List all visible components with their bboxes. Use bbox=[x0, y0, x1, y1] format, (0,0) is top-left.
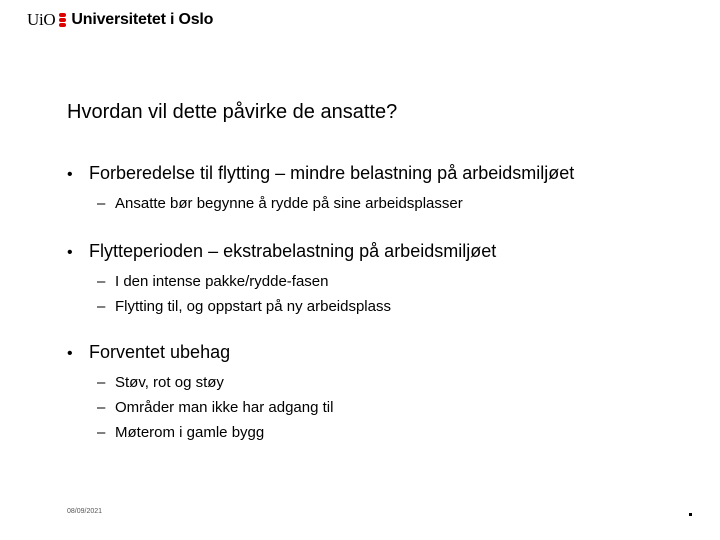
sub-item bbox=[97, 294, 697, 319]
sub-item bbox=[97, 370, 697, 395]
sub-text: Områder man ikke har adgang til bbox=[115, 399, 334, 416]
seal-icon bbox=[59, 12, 66, 28]
bullet-text: Forberedelse til flytting – mindre belastning på arbeidsmiljøet bbox=[89, 163, 575, 183]
dash-icon: – bbox=[97, 298, 106, 315]
sub-text: I den intense pakke/rydde-fasen bbox=[115, 273, 329, 290]
sub-item bbox=[97, 191, 697, 216]
bullet-item bbox=[67, 162, 697, 186]
sub-text: Støv, rot og støy bbox=[115, 374, 224, 391]
sub-text: Ansatte bør begynne å rydde på sine arbeidsplasser bbox=[115, 195, 463, 212]
bullet-icon: • bbox=[67, 166, 73, 183]
bullet-item bbox=[67, 240, 697, 264]
slide-title: Hvordan vil dette påvirke de ansatte? bbox=[67, 101, 398, 123]
sub-item bbox=[97, 395, 697, 420]
sub-text: Flytting til, og oppstart på ny arbeidsplass bbox=[115, 298, 391, 315]
dash-icon: – bbox=[97, 399, 106, 416]
page-marker bbox=[689, 513, 692, 516]
sub-text: Møterom i gamle bygg bbox=[115, 424, 265, 441]
logo-name: Universitetet i Oslo bbox=[71, 11, 214, 28]
bullet-list bbox=[67, 162, 697, 467]
section-preparation bbox=[67, 162, 697, 216]
university-logo bbox=[27, 9, 213, 31]
bullet-text: Forventet ubehag bbox=[89, 342, 231, 362]
bullet-text: Flytteperioden – ekstrabelastning på arbeidsmiljøet bbox=[89, 241, 497, 261]
dash-icon: – bbox=[97, 195, 106, 212]
dash-icon: – bbox=[97, 273, 106, 290]
footer-date: 08/09/2021 bbox=[67, 508, 103, 515]
logo-short: UiO bbox=[27, 10, 56, 29]
sub-item bbox=[97, 269, 697, 294]
section-moving-period bbox=[67, 240, 697, 319]
section-expected-discomfort bbox=[67, 341, 697, 445]
sub-item bbox=[97, 420, 697, 445]
bullet-item bbox=[67, 341, 697, 365]
sub-list bbox=[67, 191, 697, 216]
sub-list bbox=[67, 269, 697, 319]
sub-list bbox=[67, 370, 697, 445]
bullet-icon: • bbox=[67, 345, 73, 362]
dash-icon: – bbox=[97, 424, 106, 441]
bullet-icon: • bbox=[67, 244, 73, 261]
dash-icon: – bbox=[97, 374, 106, 391]
